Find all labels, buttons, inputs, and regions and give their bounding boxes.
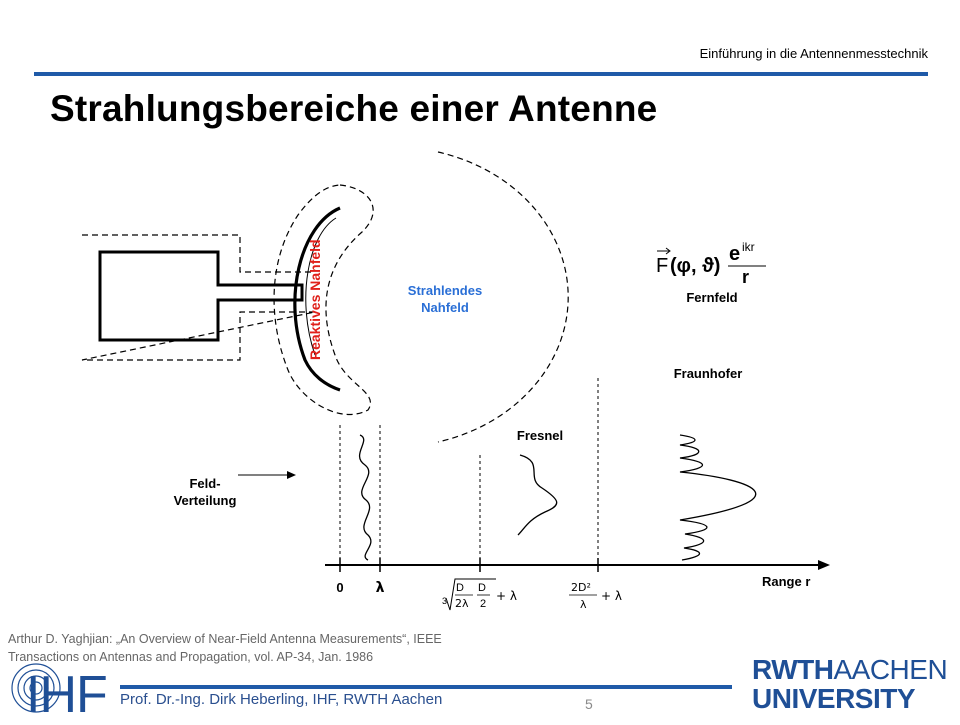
rwth-logo-line-1 — [752, 656, 947, 684]
field-distribution-label-1: Feld- — [189, 476, 221, 491]
far-den: λ — [580, 598, 587, 611]
fresnel-D: D — [456, 582, 464, 594]
reactive-near-field-label: Reaktives Nahfeld — [307, 239, 323, 360]
field-distribution-label-2: Verteilung — [173, 493, 237, 508]
fresnel-D2: D — [478, 582, 486, 594]
axis-tick-label-lambda: λ — [375, 580, 385, 596]
course-title: Einführung in die Antennenmesstechnik — [699, 46, 928, 61]
ihf-logo — [6, 650, 116, 720]
fraunhofer-label: Fraunhofer — [673, 366, 743, 381]
rwth-logo-rwth: RWTH — [752, 654, 834, 685]
fresnel-plus-lambda: + λ — [496, 589, 517, 603]
root-index: 3 — [442, 596, 448, 606]
citation-line-2: Transactions on Antennas and Propagation, vol. AP-34, Jan. 1986 — [8, 650, 374, 664]
fresnel-curve — [518, 455, 557, 535]
fresnel-two: 2 — [480, 598, 487, 610]
rwth-logo — [752, 656, 948, 714]
formula-exp: e — [729, 243, 741, 265]
range-axis-arrowhead-icon — [818, 560, 830, 570]
footer-author: Prof. Dr.-Ing. Dirk Heberling, IHF, RWTH Aachen — [120, 691, 443, 708]
page-number: 5 — [585, 696, 593, 712]
rwth-logo-line-2: UNIVERSITY — [752, 683, 916, 714]
formula-denominator: r — [742, 267, 750, 287]
formula-F: F — [656, 255, 669, 277]
radiating-near-field-label-2: Nahfeld — [421, 300, 469, 315]
radiating-near-field-label-1: Strahlendes — [407, 283, 483, 298]
formula-exp-sup: ikr — [742, 240, 755, 254]
citation-line-1: Arthur D. Yaghjian: „An Overview of Near-Field Antenna Measurements“, IEEE — [8, 632, 442, 646]
slide-title: Strahlungsbereiche einer Antenne — [50, 88, 658, 129]
far-field-label: Fernfeld — [686, 290, 738, 305]
fresnel-bound-formula — [442, 579, 517, 610]
ihf-logo-text: IHF — [26, 666, 107, 720]
reactive-field-curve — [360, 435, 371, 560]
far-bound-formula — [569, 581, 622, 611]
root-sign-icon — [446, 579, 496, 610]
rwth-logo-aachen: AACHEN — [833, 654, 948, 685]
formula-args: (φ, ϑ) — [670, 255, 721, 277]
far-plus-lambda: + λ — [601, 589, 622, 603]
fresnel-2lambda: 2λ — [455, 597, 469, 610]
fresnel-label: Fresnel — [516, 428, 564, 443]
footer-rule — [120, 685, 732, 689]
axis-tick-label-0: 0 — [336, 580, 344, 595]
range-axis-label: Range r — [762, 574, 811, 589]
antenna-body — [100, 252, 302, 340]
fraunhofer-curve — [680, 435, 756, 560]
far-num: 2D² — [571, 581, 591, 594]
arrowhead-icon — [287, 471, 296, 479]
